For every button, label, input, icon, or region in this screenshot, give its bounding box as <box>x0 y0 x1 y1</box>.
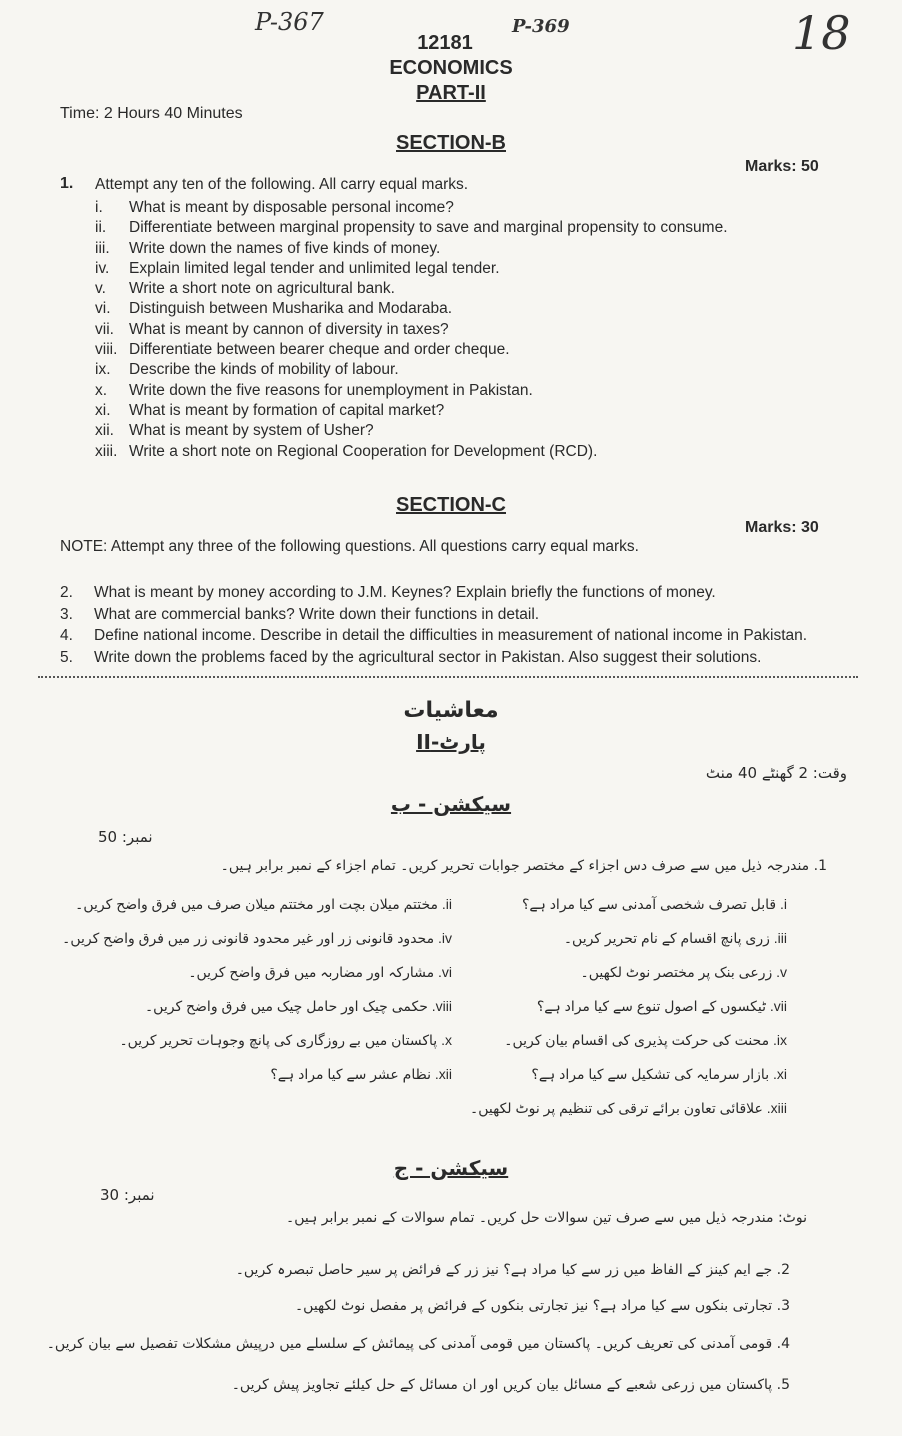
urdu-q3: 3. تجارتی بنکوں سے کیا مراد ہے؟ نیز تجارتی بنکوں کے فرائض پر مفصل نوٹ لکھیں۔ <box>294 1298 790 1314</box>
urdu-q1: 1. مندرجہ ذیل میں سے صرف دس اجزاء کے مختصر جوابات تحریر کریں۔ تمام اجزاء کے نمبر برابر ہیں۔ <box>220 858 827 874</box>
item-number: x. <box>95 381 108 399</box>
urdu-list-item: iv. محدود قانونی زر اور غیر محدود قانونی زر میں فرق واضح کریں۔ <box>62 930 452 946</box>
list-item <box>95 299 815 319</box>
item-text: What is meant by cannon of diversity in taxes? <box>129 320 449 338</box>
item-text: Write down the problems faced by the agricultural sector in Pakistan. Also suggest their solutions. <box>94 648 762 666</box>
urdu-list-item: vi. مشارکہ اور مضاربہ میں فرق واضح کریں۔ <box>188 964 452 980</box>
handwritten-code: P-367 <box>255 8 324 36</box>
handwritten-code-2: P-369 <box>512 16 570 37</box>
urdu-q5: 5. پاکستان میں زرعی شعبے کے مسائل بیان کریں اور ان مسائل کے حل کیلئے تجاویز پیش کریں۔ <box>231 1377 790 1393</box>
list-item <box>60 582 850 604</box>
item-number: xiii. <box>95 442 118 460</box>
item-number: viii. <box>95 341 118 359</box>
part-title: PART-II <box>416 82 486 104</box>
urdu-list-item: ix. محنت کی حرکت پذیری کی اقسام بیان کریں۔ <box>504 1032 787 1048</box>
item-text: What is meant by money according to J.M. Keynes? Explain briefly the functions of money. <box>94 584 716 601</box>
item-number: vii. <box>95 320 114 338</box>
item-number: ix. <box>95 361 111 379</box>
item-text: What are commercial banks? Write down their functions in detail. <box>94 605 540 623</box>
item-text: Explain limited legal tender and unlimited legal tender. <box>129 259 500 277</box>
item-text: Write down the five reasons for unemployment in Pakistan. <box>129 381 533 399</box>
item-number: vi. <box>95 300 111 318</box>
item-number: iii. <box>95 239 110 257</box>
section-b-marks: Marks: 50 <box>745 158 819 175</box>
item-number: xii. <box>95 422 114 440</box>
item-number: iv. <box>95 259 110 277</box>
section-c-marks: Marks: 30 <box>745 519 819 536</box>
paper-code: 12181 <box>417 32 473 54</box>
list-item <box>60 647 850 669</box>
item-text: Define national income. Describe in detail the difficulties in measurement of national income in Pakistan. <box>94 627 808 644</box>
item-number: xi. <box>95 401 111 419</box>
section-c-title: SECTION-C <box>396 494 506 516</box>
handwritten-page-number: 18 <box>792 6 851 60</box>
item-number: v. <box>95 280 106 298</box>
question-1-instruction: Attempt any ten of the following. All carry equal marks. <box>95 176 469 193</box>
list-item <box>95 401 815 421</box>
urdu-list-item: viii. حکمی چیک اور حامل چیک میں فرق واضح کریں۔ <box>144 998 452 1014</box>
urdu-list-item: vii. ٹیکسوں کے اصول تنوع سے کیا مراد ہے؟ <box>536 998 787 1014</box>
urdu-list-item: xi. بازار سرمایہ کی تشکیل سے کیا مراد ہے؟ <box>531 1066 787 1082</box>
item-text: What is meant by disposable personal income? <box>129 199 454 216</box>
item-text: Write a short note on Regional Cooperation for Development (RCD). <box>129 442 598 460</box>
list-item <box>95 218 815 238</box>
list-item <box>95 421 815 441</box>
urdu-list-item: x. پاکستان میں بے روزگاری کی پانچ وجوہات تحریر کریں۔ <box>119 1032 452 1048</box>
divider <box>38 676 858 678</box>
section-c-list <box>60 582 850 668</box>
urdu-q2: 2. جے ایم کینز کے الفاظ میں زر سے کیا مراد ہے؟ نیز زر کے فرائض پر سیر حاصل تبصرہ کریں۔ <box>235 1262 790 1278</box>
urdu-list-item: xiii. علاقائی تعاون برائے ترقی کی تنظیم پر نوٹ لکھیں۔ <box>470 1100 787 1116</box>
list-item <box>95 198 815 218</box>
list-item <box>95 381 815 401</box>
section-b-title: SECTION-B <box>396 132 506 154</box>
list-item <box>95 239 815 259</box>
section-c-note: NOTE: Attempt any three of the following questions. All questions carry equal marks. <box>60 538 639 555</box>
item-text: Write a short note on agricultural bank. <box>129 280 395 298</box>
item-text: Write down the names of five kinds of money. <box>129 239 441 257</box>
urdu-q4: 4. قومی آمدنی کی تعریف کریں۔ پاکستان میں قومی آمدنی کی پیمائش کے سلسلے میں درپیش مشکلات تفصیل سے بیان کریں۔ <box>46 1336 790 1352</box>
urdu-section-c: سیکشن - ج <box>393 1156 509 1180</box>
item-text: What is meant by system of Usher? <box>129 422 374 440</box>
list-item <box>95 279 815 299</box>
urdu-section-b: سیکشن - ب <box>390 792 512 816</box>
item-text: What is meant by formation of capital market? <box>129 401 445 419</box>
urdu-time: وقت: 2 گھنٹے 40 منٹ <box>705 764 847 782</box>
item-number: 2. <box>60 584 73 601</box>
item-text: Describe the kinds of mobility of labour. <box>129 361 399 379</box>
item-number: 5. <box>60 648 73 666</box>
item-text: Differentiate between marginal propensity to save and marginal propensity to consume. <box>129 219 728 237</box>
item-number: i. <box>95 199 103 216</box>
item-text: Differentiate between bearer cheque and order cheque. <box>129 341 510 359</box>
urdu-list-item: v. زرعی بنک پر مختصر نوٹ لکھیں۔ <box>580 964 787 980</box>
item-text: Distinguish between Musharika and Modaraba. <box>129 300 453 318</box>
urdu-list-item: ii. مختتم میلان بچت اور مختتم میلان صرف میں فرق واضح کریں۔ <box>75 896 452 912</box>
urdu-list-item: xii. نظام عشر سے کیا مراد ہے؟ <box>270 1066 452 1082</box>
item-number: 3. <box>60 605 73 623</box>
item-number: 4. <box>60 627 73 644</box>
urdu-note: نوٹ: مندرجہ ذیل میں سے صرف تین سوالات حل کریں۔ تمام سوالات کے نمبر برابر ہیں۔ <box>285 1210 807 1226</box>
list-item <box>95 320 815 340</box>
urdu-marks-b: نمبر: 50 <box>98 828 153 846</box>
section-b-list <box>95 198 815 462</box>
urdu-marks-c: نمبر: 30 <box>100 1186 155 1204</box>
urdu-subject: معاشیات <box>403 698 499 723</box>
question-1-number: 1. <box>60 175 74 192</box>
subject-title: ECONOMICS <box>389 57 513 79</box>
urdu-list-item: i. قابل تصرف شخصی آمدنی سے کیا مراد ہے؟ <box>521 896 787 912</box>
list-item <box>60 625 850 647</box>
list-item <box>95 360 815 380</box>
list-item <box>95 340 815 360</box>
time-allowed: Time: 2 Hours 40 Minutes <box>60 105 243 122</box>
list-item <box>60 604 850 626</box>
list-item <box>95 259 815 279</box>
list-item <box>95 442 815 462</box>
urdu-list-item: iii. زری پانچ اقسام کے نام تحریر کریں۔ <box>563 930 787 946</box>
urdu-part: پارٹ-II <box>416 730 486 754</box>
item-number: ii. <box>95 219 107 237</box>
